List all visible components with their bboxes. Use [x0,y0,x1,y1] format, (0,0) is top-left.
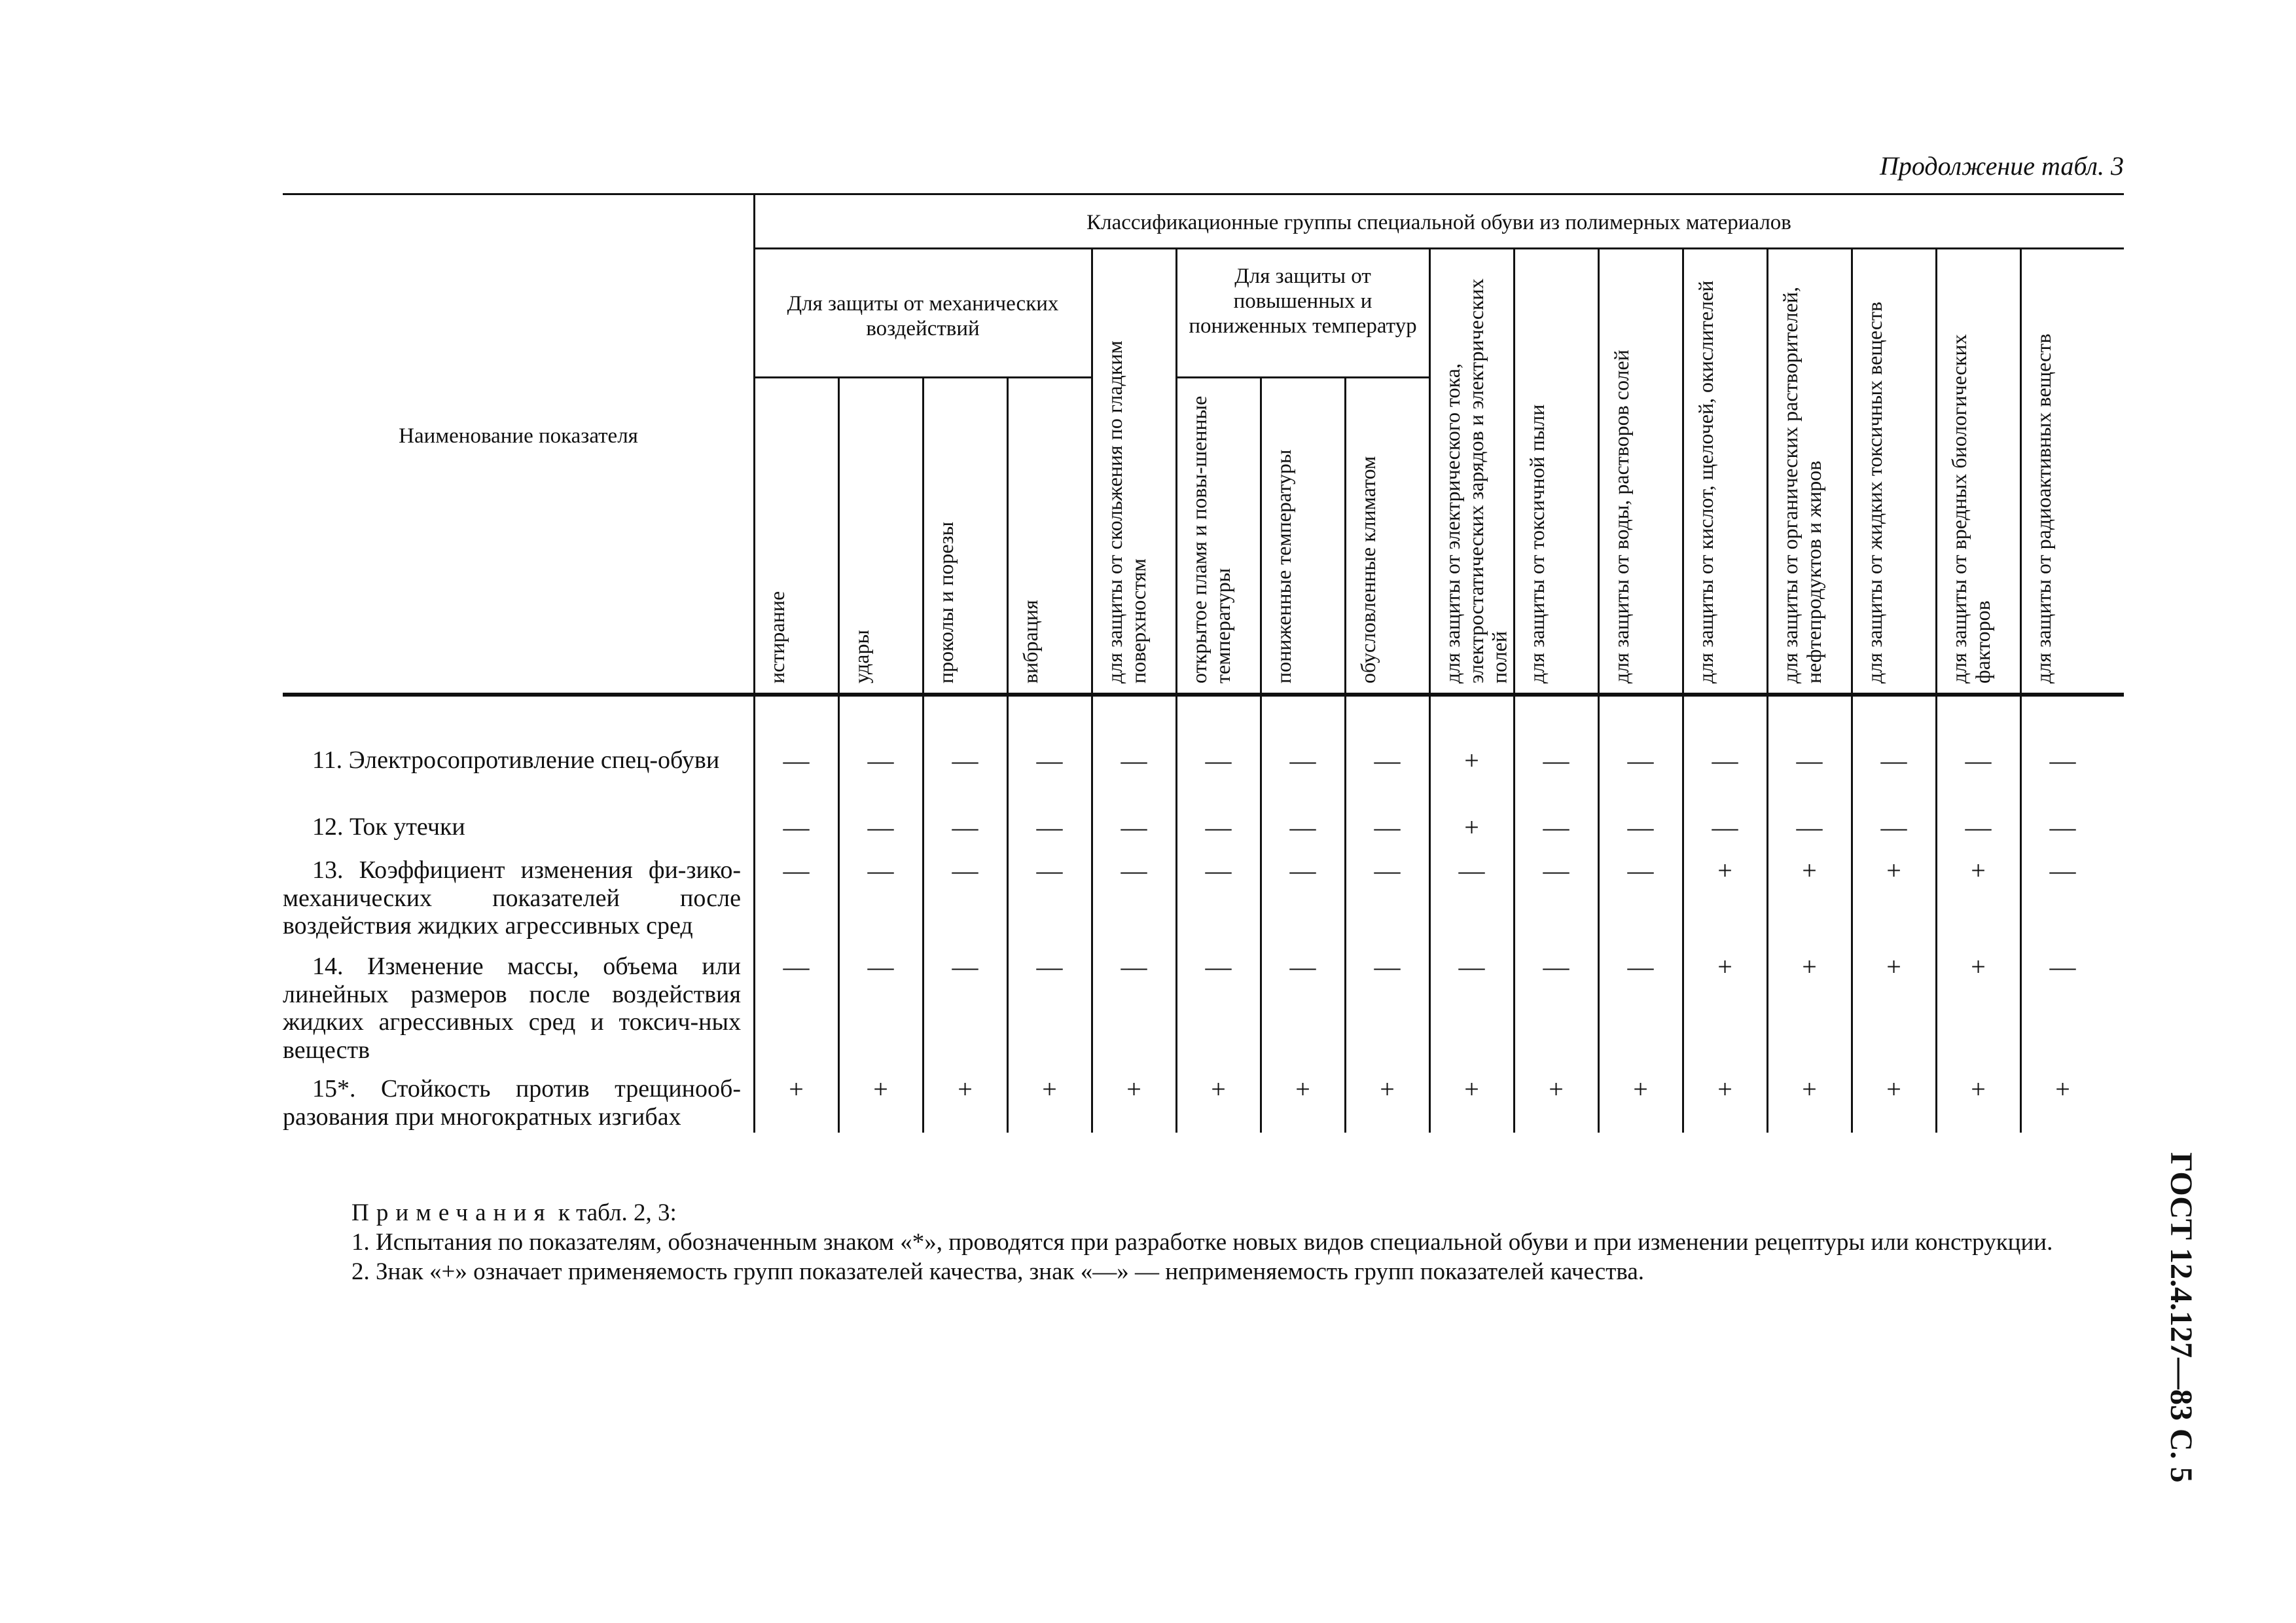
table-cell: — [1458,856,1485,885]
table-cell: + [873,1074,888,1104]
table-cell: — [1543,856,1570,885]
document-code-label: ГОСТ 12.4.127—83 С. 5 [2164,1152,2198,1483]
note-1: 1. Испытания по показателям, обозначенным знаком «*», проводятся при разработке новых видов специальной обуви и при изменении рецептуры или конструкции. [351,1229,2053,1256]
column-header-16: для защиты от радиоактивных веществ [2032,333,2055,684]
row-label: 14. Изменение массы, объема или линейных размеров после воздействия жидких агрессивных сред и токсич-ных веществ [283,953,741,1064]
table-cell: — [1627,952,1654,981]
row-label: 15*. Стойкость против трещинооб-разования при многократных изгибах [283,1075,741,1131]
table-notes [283,1198,2124,1286]
column-header-2: удары [850,630,873,684]
table-cell: + [1717,856,1732,885]
column-divider [1429,247,1431,1133]
table-cell: — [952,746,978,775]
table-cell: + [1802,856,1817,885]
table-cell: — [1374,746,1401,775]
column-header-11: для защиты от воды, растворов солей [1609,350,1633,684]
table-cell: + [1380,1074,1395,1104]
table-cell: + [1211,1074,1226,1104]
table-cell: + [1971,1074,1986,1104]
table-cell: — [1289,812,1316,842]
table-cell: — [1374,856,1401,885]
table-cell: + [1126,1074,1141,1104]
table-cell: — [783,812,810,842]
table-cell: + [1633,1074,1648,1104]
row-label: 11. Электросопротивление спец-обуви [312,746,720,774]
column-header-4: вибрация [1018,600,1042,684]
table-cell: — [1121,856,1147,885]
table-cell: + [1971,952,1986,981]
table-cell: — [1036,952,1063,981]
table-cell: + [1886,856,1901,885]
column-header-1: истирание [765,591,789,684]
column-header-6: открытое пламя и повы-шенные температуры [1187,395,1234,684]
table-cell: — [1374,812,1401,842]
notes-title: Примечания [351,1199,552,1226]
column-header-5: для защиты от скольжения по гладким поверхностям [1103,340,1150,684]
table-cell: + [958,1074,973,1104]
column-divider [753,193,755,1133]
table-cell: — [1205,812,1232,842]
column-divider [1767,247,1768,1133]
column-divider [1851,247,1853,1133]
table-cell: — [1627,856,1654,885]
column-divider [1598,247,1600,1133]
column-header-7: пониженные температуры [1272,449,1295,684]
table-cell: — [1965,746,1992,775]
classification-header-rule [754,247,2124,249]
column-header-13: для защиты от органических растворителей, нефтепродуктов и жиров [1778,286,1825,684]
table-cell: — [1880,746,1907,775]
column-divider [2020,247,2022,1133]
table-cell: — [1036,812,1063,842]
param-header: Наименование показателя [399,424,638,448]
table-cell: + [1464,746,1479,775]
table-cell: — [1627,746,1654,775]
classification-header: Классификационные группы специальной обуви из полимерных материалов [1086,211,1791,234]
table-cell: — [1205,952,1232,981]
row-label: 12. Ток утечки [312,813,465,841]
table-cell: — [952,856,978,885]
table-cell: + [1802,952,1817,981]
table-cell: — [783,746,810,775]
table-cell: — [1543,812,1570,842]
table-cell: + [1971,856,1986,885]
table-cell: — [1880,812,1907,842]
table-cell: — [867,856,894,885]
column-divider [1935,247,1937,1133]
column-header-14: для защиты от жидких токсичных веществ [1863,301,1886,684]
column-header-3: проколы и порезы [934,521,958,684]
table-cell: — [2049,746,2076,775]
table-cell: + [1717,1074,1732,1104]
table-cell: + [1886,952,1901,981]
table-cell: — [1458,952,1485,981]
table-cell: — [1036,746,1063,775]
row-label: 13. Коэффициент изменения фи-зико-механических показателей после воздействия жидких агрессивных сред [283,856,741,940]
table-cell: — [1205,856,1232,885]
table-cell: — [1543,746,1570,775]
group-mechanical-header: Для защиты от механических воздействий [787,292,1059,340]
table-cell: — [1205,746,1232,775]
table-cell: + [1802,1074,1817,1104]
column-header-12: для защиты от кислот, щелочей, окислителей [1694,280,1717,684]
table-cell: + [1549,1074,1564,1104]
column-header-15: для защиты от вредных биологических факторов [1947,334,1994,684]
table-cell: + [1042,1074,1057,1104]
table-cell: — [952,952,978,981]
table-cell: — [1289,746,1316,775]
table-cell: — [1543,952,1570,981]
table-cell: — [1121,812,1147,842]
table-cell: — [1121,746,1147,775]
column-divider [1682,247,1684,1133]
notes-title-rest: к табл. 2, 3: [558,1199,677,1226]
table-cell: — [2049,812,2076,842]
column-header-9: для защиты от электрического тока, электростатических зарядов и электрических полей [1441,278,1511,684]
table-cell: + [1886,1074,1901,1104]
table-cell: — [2049,856,2076,885]
table-cell: — [1627,812,1654,842]
table-cell: — [1712,746,1738,775]
group-temperature-header: Для защиты от повышенных и пониженных температур [1189,264,1417,338]
table-cell: + [2055,1074,2070,1104]
column-header-10: для защиты от токсичной пыли [1525,404,1549,684]
table-cell: + [1464,1074,1479,1104]
table-cell: — [783,952,810,981]
column-header-8: обусловленные климатом [1356,456,1380,684]
table-cell: — [1289,856,1316,885]
table-cell: — [1796,746,1823,775]
table-cell: — [867,746,894,775]
table-cell: — [1796,812,1823,842]
table-cell: — [783,856,810,885]
table-cell: — [1289,952,1316,981]
header-bottom-rule [283,693,2124,697]
table-cell: — [867,812,894,842]
table-cell: + [789,1074,804,1104]
table-cell: — [867,952,894,981]
table-cell: — [1121,952,1147,981]
table-cell: + [1295,1074,1310,1104]
table-cell: — [2049,952,2076,981]
table-cell: — [1036,856,1063,885]
column-divider [1513,247,1515,1133]
column-divider [1091,247,1093,1133]
table-cell: + [1717,952,1732,981]
temperature-group-rule [1176,376,1429,378]
table-cell: + [1464,812,1479,842]
table-cell: — [1965,812,1992,842]
table-cell: — [1712,812,1738,842]
note-2: 2. Знак «+» означает применяемость групп показателей качества, знак «—» — неприменяемость групп показателей качества. [351,1258,1645,1286]
column-divider [1175,247,1177,1133]
continuation-label: Продолжение табл. 3 [1879,151,2124,181]
table-top-rule [283,193,2124,195]
table-cell: — [952,812,978,842]
table-cell: — [1374,952,1401,981]
